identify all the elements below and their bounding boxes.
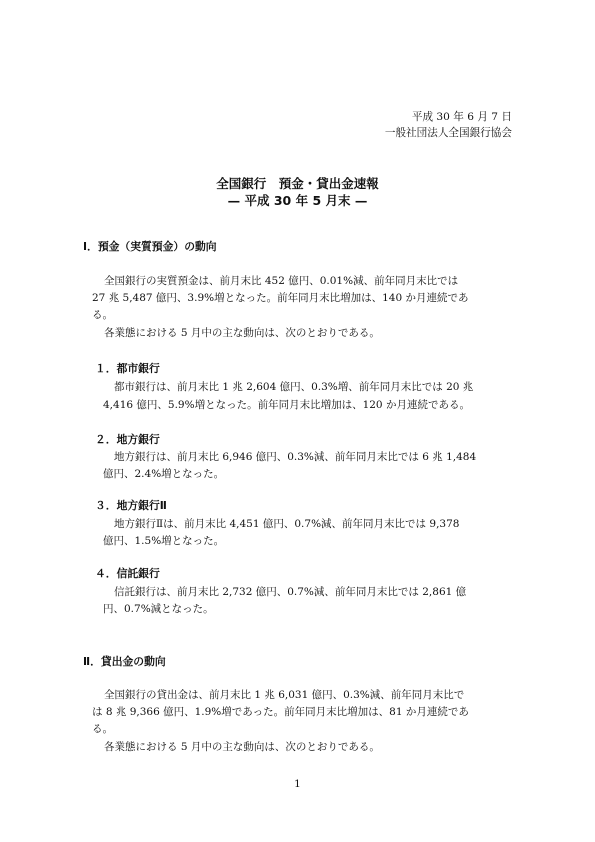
document-title: 全国銀行 預金・貸出金速報 (216, 176, 379, 191)
page-number: 1 (294, 778, 301, 790)
document-subtitle: — 平成 30 年 5 月末 — (227, 193, 368, 208)
section-heading-loans: Ⅱ．貸出金の動向 (83, 655, 166, 668)
paragraph-line: 地方銀行は、前月末比 6,946 億円、0.3%減、前年同月末比では 6 兆 1,484 (114, 451, 477, 463)
paragraph-line: 各業態における 5 月中の主な動向は、次のとおりである。 (104, 741, 380, 753)
paragraph-line: る。 (92, 723, 113, 735)
subsection-heading-city-banks: １．都市銀行 (95, 362, 160, 375)
subsection-heading-trust-banks: ４．信託銀行 (95, 567, 160, 580)
paragraph-line: 億円、2.4%増となった。 (103, 468, 225, 480)
section-heading-deposits: Ⅰ．預金（実質預金）の動向 (83, 240, 217, 253)
paragraph-line: 円、0.7%減となった。 (103, 603, 214, 615)
paragraph-line: 億円、1.5%増となった。 (103, 535, 225, 547)
paragraph-line: 地方銀行Ⅱは、前月末比 4,451 億円、0.7%減、前年同月末比では 9,378 (114, 518, 460, 530)
paragraph-line: 信託銀行は、前月末比 2,732 億円、0.7%減、前年同月末比では 2,861 億 (114, 586, 467, 598)
paragraph-line: 全国銀行の貸出金は、前月末比 1 兆 6,031 億円、0.3%減、前年同月末比で (104, 689, 465, 701)
paragraph-line: 都市銀行は、前月末比 1 兆 2,604 億円、0.3%増、前年同月末比では 20 兆 (114, 381, 474, 393)
paragraph-line: 各業態における 5 月中の主な動向は、次のとおりである。 (104, 327, 380, 339)
paragraph-line: 全国銀行の実質預金は、前月末比 452 億円、0.01%減、前年同月末比では (104, 275, 459, 287)
paragraph-line: 4,416 億円、5.9%増となった。前年同月末比増加は、120 か月連続である。 (103, 399, 470, 411)
subsection-heading-regional-banks: ２．地方銀行 (95, 433, 160, 446)
document-date: 平成 30 年 6 月 7 日 (411, 111, 512, 123)
paragraph-line: る。 (92, 309, 113, 321)
issuing-organization: 一般社団法人全国銀行協会 (384, 127, 512, 139)
paragraph-line: 27 兆 5,487 億円、3.9%増となった。前年同月末比増加は、140 か月連続であ (92, 292, 469, 304)
subsection-heading-regional-banks-ii: ３．地方銀行Ⅱ (95, 499, 167, 512)
paragraph-line: は 8 兆 9,366 億円、1.9%増であった。前年同月末比増加は、81 か月連続であ (92, 706, 469, 718)
